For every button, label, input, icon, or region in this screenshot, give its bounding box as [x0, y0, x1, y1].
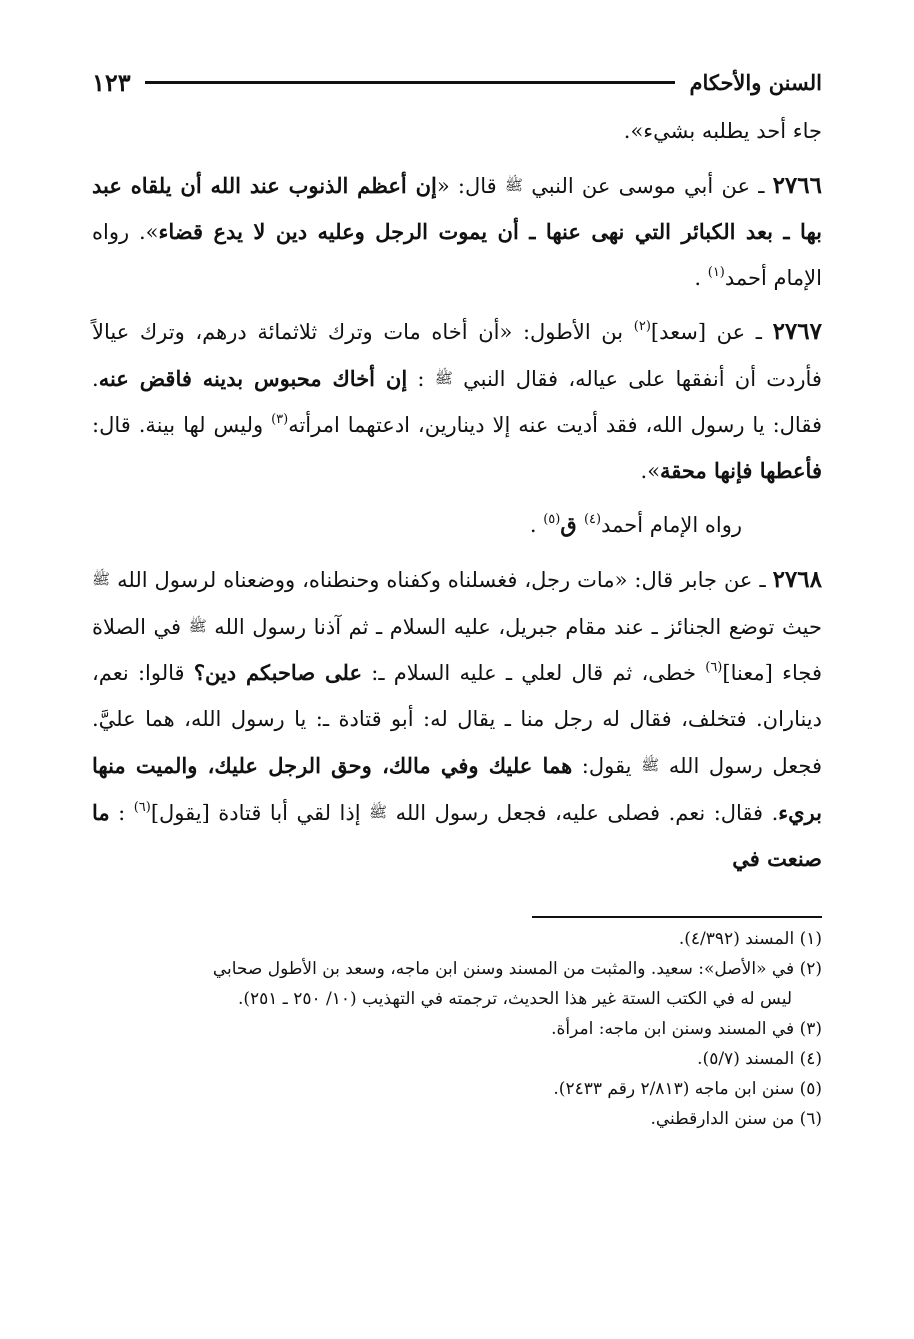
hadith-text: خطى، ثم قال لعلي ـ عليه السلام ـ:: [362, 661, 706, 685]
continuation-text: جاء أحد يطلبه بشيء».: [623, 119, 822, 143]
running-header: [92, 60, 822, 104]
footnote-6: (٦) من سنن الدارقطني.: [650, 1109, 822, 1129]
footnote-ref: (٤): [583, 512, 602, 527]
footnote-2: (٢) في «الأصل»: سعيد. والمثبت من المسند وسنن ابن ماجه، وسعد بن الأطول صحابي: [212, 959, 822, 979]
hadith-text: في الصلاة فجاء [معنا]: [92, 615, 822, 685]
hadith-text: . فقال: يا رسول الله، فقد أديت عنه إلا دينارين، ادعتهما امرأته: [92, 367, 822, 437]
footnote-ref: (٢): [633, 319, 651, 334]
footnote-5: (٥) سنن ابن ماجه (٢/٨١٣ رقم ٢٤٣٣).: [553, 1079, 822, 1099]
hadith-2767: [92, 309, 822, 494]
hadith-text: :: [109, 801, 134, 825]
hadith-text: .: [694, 266, 708, 290]
source-text: .: [529, 513, 544, 537]
book-page: [92, 60, 822, 1134]
chapter-title: السنن والأحكام: [689, 69, 822, 95]
footnotes: [92, 924, 822, 1134]
hadith-text: قال: «: [436, 174, 505, 198]
hadith-matn-bold: على صاحبكم دين؟: [193, 660, 363, 685]
hadith-text: ».: [640, 459, 661, 483]
hadith-matn-bold: فأعطها فإنها محقة: [660, 458, 822, 483]
hadith-text: . فقال: نعم. فصلى عليه، فجعل رسول الله: [387, 801, 779, 825]
footnote-ref: (٦): [705, 660, 723, 675]
page-number: ١٢٣: [92, 67, 131, 97]
hadith-text: ـ عن [سعد]: [650, 320, 773, 344]
hadith-text: :: [407, 367, 435, 391]
salla-symbol: ﷺ: [504, 176, 524, 194]
source-text: رواه الإمام أحمد: [601, 513, 742, 537]
footnote-ref: (٥): [543, 512, 561, 527]
hadith-2768: [92, 556, 822, 882]
hadith-text: يقول:: [572, 754, 642, 778]
hadith-2767-source: [92, 502, 822, 548]
footnote-1: (١) المسند (٤/٣٩٢).: [678, 929, 822, 949]
hadith-text: قالوا: نعم، ديناران. فتخلف، فقال له رجل منا ـ يقال له: أبو قتادة ـ: يا رسول الله، هما عليَّ. فجعل رسول الله: [92, 661, 823, 778]
salla-symbol: ﷺ: [434, 369, 453, 387]
footnote-3: (٣) في المسند وسنن ابن ماجه: امرأة.: [551, 1019, 822, 1039]
footnote-4: (٤) المسند (٥/٧).: [697, 1049, 822, 1069]
salla-symbol: ﷺ: [188, 617, 207, 635]
hadith-number: ٢٧٦٦: [772, 172, 822, 199]
hadith-text: ». رواه الإمام أحمد: [92, 220, 822, 290]
footnote-2-continuation: ليس له في الكتب الستة غير هذا الحديث، ترجمته في التهذيب (١٠/ ٢٥٠ ـ ٢٥١).: [237, 989, 792, 1009]
salla-symbol: ﷺ: [369, 803, 388, 821]
footnote-ref: (٣): [271, 412, 289, 427]
footnote-ref: (١): [707, 265, 725, 280]
hadith-number: ٢٧٦٧: [772, 318, 822, 345]
hadith-matn-bold: إن أعظم الذنوب عند الله أن يلقاه عبد بها ـ بعد الكبائر التي نهى عنها ـ أن يموت الرجل وعليه دين لا يدع قضاء: [92, 173, 822, 244]
hadith-number: ٢٧٦٨: [772, 566, 822, 593]
salla-symbol: ﷺ: [641, 756, 660, 774]
hadith-text: ـ عن أبي موسى عن النبي: [523, 174, 773, 198]
hadith-matn-bold: هما عليك وفي مالك، وحق الرجل عليك، والميت منها بريء: [92, 753, 822, 825]
source-abbrev: ق: [560, 512, 584, 537]
footnote-separator: [532, 916, 822, 918]
hadith-2766: [92, 162, 822, 301]
hadith-matn-bold: ما صنعت في: [92, 800, 822, 871]
salla-symbol: ﷺ: [92, 570, 111, 588]
footnote-ref: (٦): [133, 800, 151, 815]
paragraph-continuation: [92, 108, 822, 154]
hadith-text: بن الأطول: «أن أخاه مات وترك ثلاثمائة درهم، وترك عيالاً فأردت أن أنفقها على عياله، فقال النبي: [92, 320, 822, 391]
hadith-text: ـ عن جابر قال: «مات رجل، فغسلناه وكفناه وحنطناه، ووضعناه لرسول الله: [110, 568, 773, 592]
hadith-text: إذا لقي أبا قتادة [يقول]: [150, 801, 370, 825]
hadith-text: حيث توضع الجنائز ـ عند مقام جبريل، عليه السلام ـ ثم آذنا رسول الله: [206, 615, 822, 639]
main-text: [92, 108, 822, 882]
header-rule: [145, 81, 676, 84]
hadith-matn-bold: إن أخاك محبوس بدينه فاقض عنه: [98, 366, 408, 391]
hadith-text: وليس لها بينة. قال:: [92, 413, 272, 437]
